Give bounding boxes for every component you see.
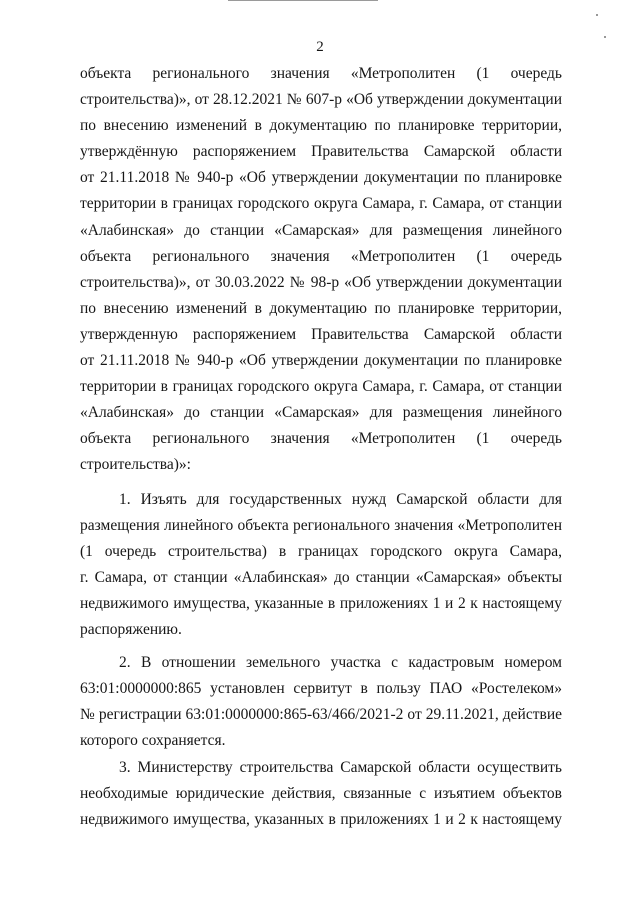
clause-3-first-line: 3. Министерству строительства Самарской области осуществить	[119, 759, 562, 776]
clause-3	[80, 755, 562, 833]
text-line: строительства)»:	[80, 456, 191, 474]
text-line: 63:01:0000000:865 установлен сервитут в пользу ПАО «Ростелеком»	[80, 680, 562, 698]
text-line: территории в границах городского округа Самара, г. Самара, от станции	[80, 378, 562, 396]
text-line: которого сохраняется.	[80, 732, 226, 750]
clause-2	[80, 650, 562, 754]
text-line: «Алабинская» до станции «Самарская» для размещения линейного	[80, 404, 562, 422]
text-line: от 21.11.2018 № 940-р «Об утверждении документации по планировке	[80, 352, 562, 370]
text-line: необходимые юридические действия, связанные с изъятием объектов	[80, 785, 562, 803]
text-line: (1 очередь строительства) в границах городского округа Самара,	[80, 543, 562, 561]
text-line: территории в границах городского округа Самара, г. Самара, от станции	[80, 195, 562, 213]
text-line: распоряжению.	[80, 621, 182, 639]
top-rule	[228, 0, 378, 1]
text-line: от 21.11.2018 № 940-р «Об утверждении документации по планировке	[80, 169, 562, 187]
text-line: строительства)», от 28.12.2021 № 607-р «Об утверждении документации	[80, 91, 562, 109]
text-line: по внесению изменений в документацию по планировке территории,	[80, 299, 562, 317]
text-line: недвижимого имущества, указанных в приложениях 1 и 2 к настоящему	[80, 811, 562, 829]
text-line: № регистрации 63:01:0000000:865-63/466/2021-2 от 29.11.2021, действие	[80, 706, 562, 724]
text-line: объекта регионального значения «Метрополитен (1 очередь	[80, 65, 562, 82]
clause-2-first-line: 2. В отношении земельного участка с кадастровым номером	[119, 654, 562, 671]
scan-speck	[596, 14, 598, 16]
clause-1-first-line: 1. Изъять для государственных нужд Самарской области для	[119, 491, 562, 508]
text-line: размещения линейного объекта регионального значения «Метрополитен	[80, 517, 562, 535]
preamble-paragraph	[80, 61, 562, 479]
text-line: г. Самара, от станции «Алабинская» до станции «Самарская» объекты	[80, 569, 562, 587]
text-line: утвержденную распоряжением Правительства Самарской области	[80, 325, 562, 343]
text-line: объекта регионального значения «Метрополитен (1 очередь	[80, 247, 562, 265]
text-line: по внесению изменений в документацию по планировке территории,	[80, 117, 562, 135]
text-line: объекта регионального значения «Метрополитен (1 очередь	[80, 430, 562, 448]
clause-1	[80, 487, 562, 644]
text-line: утверждённую распоряжением Правительства Самарской области	[80, 143, 562, 161]
text-line: «Алабинская» до станции «Самарская» для размещения линейного	[80, 221, 562, 239]
page-number: 2	[316, 39, 324, 55]
text-line: строительства)», от 30.03.2022 № 98-р «Об утверждении документации	[80, 273, 562, 291]
text-line: недвижимого имущества, указанные в приложениях 1 и 2 к настоящему	[80, 595, 562, 613]
